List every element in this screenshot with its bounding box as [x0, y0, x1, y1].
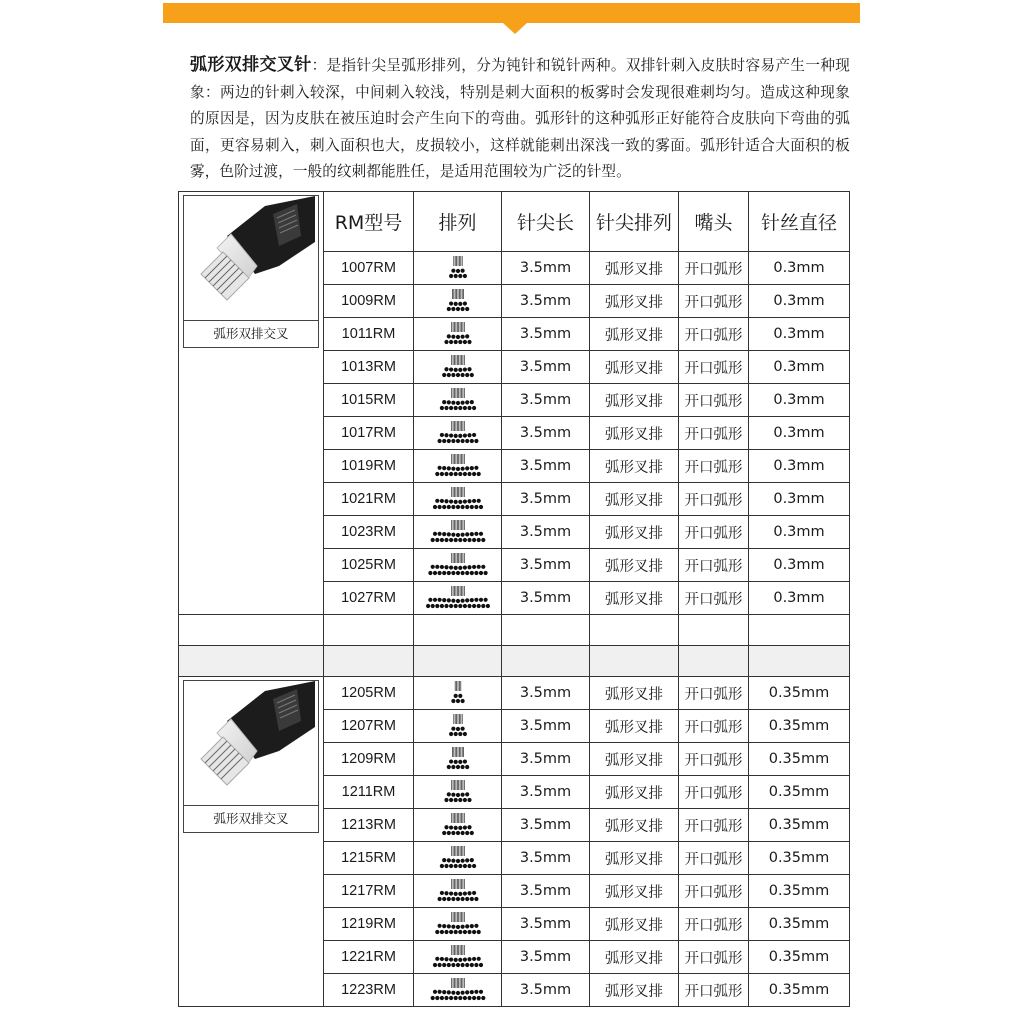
- diameter-cell: 0.35mm: [749, 776, 850, 809]
- arrangement-cell: [414, 842, 502, 875]
- tip-cell: 弧形叉排: [590, 549, 679, 582]
- mouth-cell: 开口弧形: [679, 450, 749, 483]
- needle-arrangement-icon: [415, 420, 501, 446]
- diameter-cell: 0.35mm: [749, 677, 850, 710]
- table-row: [179, 677, 850, 710]
- needle-arrangement-icon: [415, 680, 501, 706]
- tip-cell: 弧形叉排: [590, 450, 679, 483]
- blank-cell: [414, 615, 502, 646]
- blank-cell: [179, 646, 324, 677]
- model-cell: 1017RM: [324, 417, 414, 450]
- mouth-cell: 开口弧形: [679, 582, 749, 615]
- column-header: 针丝直径: [749, 192, 850, 252]
- length-cell: 3.5mm: [502, 483, 590, 516]
- intro-paragraph: [190, 52, 850, 186]
- intro-heading: 弧形双排交叉针: [190, 55, 312, 75]
- arrangement-cell: [414, 549, 502, 582]
- needle-arrangement-icon: [415, 519, 501, 545]
- tip-cell: 弧形叉排: [590, 417, 679, 450]
- needle-arrangement-icon: [415, 944, 501, 970]
- blank-cell: [749, 646, 850, 677]
- model-cell: 1215RM: [324, 842, 414, 875]
- needle-arrangement-icon: [415, 977, 501, 1003]
- mouth-cell: 开口弧形: [679, 417, 749, 450]
- length-cell: 3.5mm: [502, 743, 590, 776]
- arrangement-cell: [414, 384, 502, 417]
- mouth-cell: 开口弧形: [679, 809, 749, 842]
- model-cell: 1019RM: [324, 450, 414, 483]
- table-header-row: [179, 192, 850, 252]
- diameter-cell: 0.3mm: [749, 549, 850, 582]
- mouth-cell: 开口弧形: [679, 318, 749, 351]
- model-cell: 1007RM: [324, 252, 414, 285]
- length-cell: 3.5mm: [502, 384, 590, 417]
- blank-cell: [679, 646, 749, 677]
- arrangement-cell: [414, 809, 502, 842]
- tip-cell: 弧形叉排: [590, 710, 679, 743]
- arrangement-cell: [414, 875, 502, 908]
- mouth-cell: 开口弧形: [679, 677, 749, 710]
- length-cell: 3.5mm: [502, 450, 590, 483]
- model-cell: 1027RM: [324, 582, 414, 615]
- tip-cell: 弧形叉排: [590, 351, 679, 384]
- model-cell: 1009RM: [324, 285, 414, 318]
- needle-arrangement-icon: [415, 354, 501, 380]
- length-cell: 3.5mm: [502, 417, 590, 450]
- needle-arrangement-icon: [415, 321, 501, 347]
- tip-cell: 弧形叉排: [590, 809, 679, 842]
- needle-arrangement-icon: [415, 812, 501, 838]
- column-header: RM型号: [324, 192, 414, 252]
- product-caption: 弧形双排交叉: [183, 806, 319, 833]
- tip-cell: 弧形叉排: [590, 842, 679, 875]
- tip-cell: 弧形叉排: [590, 384, 679, 417]
- blank-cell: [590, 615, 679, 646]
- model-cell: 1221RM: [324, 941, 414, 974]
- product-caption: 弧形双排交叉: [183, 321, 319, 348]
- diameter-cell: 0.35mm: [749, 875, 850, 908]
- arrangement-cell: [414, 743, 502, 776]
- column-header: 针尖排列: [590, 192, 679, 252]
- mouth-cell: 开口弧形: [679, 483, 749, 516]
- length-cell: 3.5mm: [502, 908, 590, 941]
- length-cell: 3.5mm: [502, 516, 590, 549]
- diameter-cell: 0.3mm: [749, 450, 850, 483]
- blank-row: [179, 615, 850, 646]
- needle-arrangement-icon: [415, 486, 501, 512]
- model-cell: 1015RM: [324, 384, 414, 417]
- needle-arrangement-icon: [415, 746, 501, 772]
- tip-cell: 弧形叉排: [590, 974, 679, 1007]
- image-cell: [179, 192, 324, 615]
- model-cell: 1021RM: [324, 483, 414, 516]
- arrangement-cell: [414, 483, 502, 516]
- arrangement-cell: [414, 252, 502, 285]
- tip-cell: 弧形叉排: [590, 285, 679, 318]
- blank-cell: [502, 615, 590, 646]
- diameter-cell: 0.35mm: [749, 743, 850, 776]
- mouth-cell: 开口弧形: [679, 776, 749, 809]
- tip-cell: 弧形叉排: [590, 776, 679, 809]
- blank-cell: [414, 646, 502, 677]
- mouth-cell: 开口弧形: [679, 549, 749, 582]
- blank-row: [179, 646, 850, 677]
- length-cell: 3.5mm: [502, 941, 590, 974]
- model-cell: 1213RM: [324, 809, 414, 842]
- needle-cartridge-icon: [187, 681, 315, 803]
- tip-cell: 弧形叉排: [590, 582, 679, 615]
- diameter-cell: 0.3mm: [749, 318, 850, 351]
- mouth-cell: 开口弧形: [679, 351, 749, 384]
- top-accent-bar: [163, 3, 860, 23]
- length-cell: 3.5mm: [502, 710, 590, 743]
- blank-cell: [679, 615, 749, 646]
- product-photo: [183, 195, 319, 321]
- length-cell: 3.5mm: [502, 318, 590, 351]
- needle-arrangement-icon: [415, 779, 501, 805]
- arrangement-cell: [414, 776, 502, 809]
- mouth-cell: 开口弧形: [679, 285, 749, 318]
- length-cell: 3.5mm: [502, 677, 590, 710]
- spec-table: [178, 191, 850, 1007]
- diameter-cell: 0.3mm: [749, 483, 850, 516]
- mouth-cell: 开口弧形: [679, 974, 749, 1007]
- blank-cell: [324, 615, 414, 646]
- diameter-cell: 0.3mm: [749, 252, 850, 285]
- needle-arrangement-icon: [415, 288, 501, 314]
- tip-cell: 弧形叉排: [590, 941, 679, 974]
- arrangement-cell: [414, 677, 502, 710]
- tip-cell: 弧形叉排: [590, 677, 679, 710]
- length-cell: 3.5mm: [502, 875, 590, 908]
- needle-arrangement-icon: [415, 713, 501, 739]
- model-cell: 1013RM: [324, 351, 414, 384]
- arrangement-cell: [414, 318, 502, 351]
- needle-arrangement-icon: [415, 585, 501, 611]
- length-cell: 3.5mm: [502, 842, 590, 875]
- mouth-cell: 开口弧形: [679, 384, 749, 417]
- diameter-cell: 0.3mm: [749, 417, 850, 450]
- image-cell: [179, 677, 324, 1007]
- diameter-cell: 0.3mm: [749, 516, 850, 549]
- length-cell: 3.5mm: [502, 809, 590, 842]
- length-cell: 3.5mm: [502, 549, 590, 582]
- mouth-cell: 开口弧形: [679, 941, 749, 974]
- model-cell: 1217RM: [324, 875, 414, 908]
- arrangement-cell: [414, 582, 502, 615]
- needle-cartridge-icon: [187, 196, 315, 318]
- model-cell: 1205RM: [324, 677, 414, 710]
- column-header: 排列: [414, 192, 502, 252]
- model-cell: 1023RM: [324, 516, 414, 549]
- tip-cell: 弧形叉排: [590, 908, 679, 941]
- tip-cell: 弧形叉排: [590, 252, 679, 285]
- mouth-cell: 开口弧形: [679, 516, 749, 549]
- diameter-cell: 0.35mm: [749, 842, 850, 875]
- model-cell: 1209RM: [324, 743, 414, 776]
- diameter-cell: 0.3mm: [749, 285, 850, 318]
- diameter-cell: 0.3mm: [749, 351, 850, 384]
- tip-cell: 弧形叉排: [590, 318, 679, 351]
- intro-text: ：是指针尖呈弧形排列，分为钝针和锐针两种。双排针刺入皮肤时容易产生一种现象：两边的针刺入较深，中间刺入较浅，特别是刺大面积的板雾时会发现很难刺均匀。造成这种现象的原因是，因为皮肤在被压迫时会产生向下的弯曲。弧形针的这种弧形正好能符合皮肤向下弯曲的弧面，更容易刺入，刺入面积也大，皮损较小，这样就能刺出深浅一致的雾面。弧形针适合大面积的板雾，色阶过渡，一般的纹刺都能胜任，是适用范围较为广泛的针型。: [190, 57, 850, 180]
- mouth-cell: 开口弧形: [679, 743, 749, 776]
- diameter-cell: 0.3mm: [749, 384, 850, 417]
- arrangement-cell: [414, 974, 502, 1007]
- diameter-cell: 0.35mm: [749, 710, 850, 743]
- arrangement-cell: [414, 351, 502, 384]
- length-cell: 3.5mm: [502, 776, 590, 809]
- model-cell: 1025RM: [324, 549, 414, 582]
- length-cell: 3.5mm: [502, 974, 590, 1007]
- blank-cell: [324, 646, 414, 677]
- length-cell: 3.5mm: [502, 285, 590, 318]
- arrangement-cell: [414, 285, 502, 318]
- blank-cell: [749, 615, 850, 646]
- tip-cell: 弧形叉排: [590, 743, 679, 776]
- mouth-cell: 开口弧形: [679, 710, 749, 743]
- mouth-cell: 开口弧形: [679, 908, 749, 941]
- product-photo: [183, 680, 319, 806]
- diameter-cell: 0.3mm: [749, 582, 850, 615]
- length-cell: 3.5mm: [502, 252, 590, 285]
- arrangement-cell: [414, 908, 502, 941]
- needle-arrangement-icon: [415, 387, 501, 413]
- arrangement-cell: [414, 941, 502, 974]
- diameter-cell: 0.35mm: [749, 974, 850, 1007]
- model-cell: 1207RM: [324, 710, 414, 743]
- blank-cell: [179, 615, 324, 646]
- tip-cell: 弧形叉排: [590, 516, 679, 549]
- arrangement-cell: [414, 417, 502, 450]
- model-cell: 1219RM: [324, 908, 414, 941]
- model-cell: 1011RM: [324, 318, 414, 351]
- column-header: 嘴头: [679, 192, 749, 252]
- mouth-cell: 开口弧形: [679, 875, 749, 908]
- column-header: 针尖长: [502, 192, 590, 252]
- diameter-cell: 0.35mm: [749, 809, 850, 842]
- top-accent-notch: [503, 23, 527, 34]
- needle-arrangement-icon: [415, 845, 501, 871]
- needle-arrangement-icon: [415, 878, 501, 904]
- needle-arrangement-icon: [415, 552, 501, 578]
- tip-cell: 弧形叉排: [590, 875, 679, 908]
- model-cell: 1211RM: [324, 776, 414, 809]
- blank-cell: [502, 646, 590, 677]
- arrangement-cell: [414, 710, 502, 743]
- needle-arrangement-icon: [415, 255, 501, 281]
- arrangement-cell: [414, 516, 502, 549]
- needle-arrangement-icon: [415, 911, 501, 937]
- mouth-cell: 开口弧形: [679, 842, 749, 875]
- arrangement-cell: [414, 450, 502, 483]
- length-cell: 3.5mm: [502, 351, 590, 384]
- needle-arrangement-icon: [415, 453, 501, 479]
- length-cell: 3.5mm: [502, 582, 590, 615]
- tip-cell: 弧形叉排: [590, 483, 679, 516]
- diameter-cell: 0.35mm: [749, 941, 850, 974]
- blank-cell: [590, 646, 679, 677]
- model-cell: 1223RM: [324, 974, 414, 1007]
- diameter-cell: 0.35mm: [749, 908, 850, 941]
- mouth-cell: 开口弧形: [679, 252, 749, 285]
